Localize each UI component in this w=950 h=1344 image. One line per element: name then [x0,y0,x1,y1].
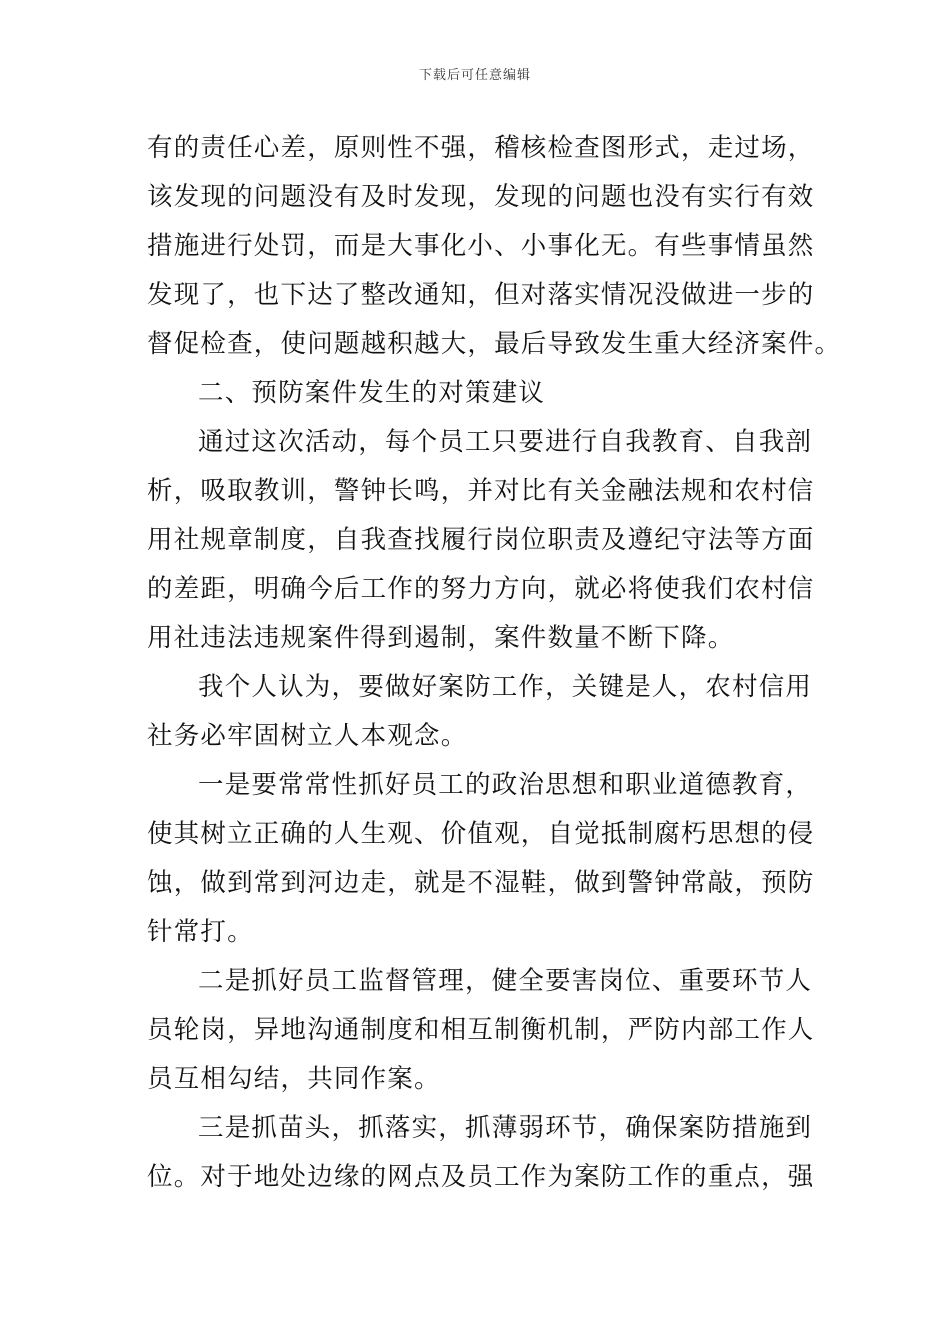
text-line: 用社规章制度，自我查找履行岗位职责及遵纪守法等方面 [147,525,815,555]
text-line: 蚀，做到常到河边走，就是不湿鞋，做到警钟常敲，预防 [147,868,815,898]
text-line: 通过这次活动，每个员工只要进行自我教育、自我剖 [198,427,813,457]
text-line: 二、预防案件发生的对策建议 [198,378,546,408]
text-line: 措施进行处罚，而是大事化小、小事化无。有些事情虽然 [147,231,815,261]
text-line: 三是抓苗头，抓落实，抓薄弱环节，确保案防措施到 [198,1113,813,1143]
text-line: 二是抓好员工监督管理，健全要害岗位、重要环节人 [198,966,813,996]
text-line: 社务必牢固树立人本观念。 [147,721,468,751]
text-line: 督促检查，使问题越积越大，最后导致发生重大经济案件。 [147,329,842,359]
text-line: 一是要常常性抓好员工的政治思想和职业道德教育， [198,770,813,800]
text-line: 用社违法违规案件得到遏制，案件数量不断下降。 [147,623,735,653]
text-line: 发现了，也下达了整改通知，但对落实情况没做进一步的 [147,280,815,310]
text-line: 员轮岗，异地沟通制度和相互制衡机制，严防内部工作人 [147,1015,815,1045]
text-line: 有的责任心差，原则性不强，稽核检查图形式，走过场， [147,133,815,163]
text-line: 的差距，明确今后工作的努力方向，就必将使我们农村信 [147,574,815,604]
page-header: 下载后可任意编辑 [418,68,531,83]
text-line: 位。对于地处边缘的网点及员工作为案防工作的重点，强 [147,1162,815,1192]
text-line: 析，吸取教训，警钟长鸣，并对比有关金融法规和农村信 [147,476,815,506]
text-line: 该发现的问题没有及时发现，发现的问题也没有实行有效 [147,182,815,212]
text-line: 使其树立正确的人生观、价值观，自觉抵制腐朽思想的侵 [147,819,815,849]
text-line: 员互相勾结，共同作案。 [147,1064,441,1094]
text-line: 我个人认为，要做好案防工作，关键是人，农村信用 [198,672,813,702]
text-line: 针常打。 [147,917,254,947]
document-body [147,124,842,1202]
